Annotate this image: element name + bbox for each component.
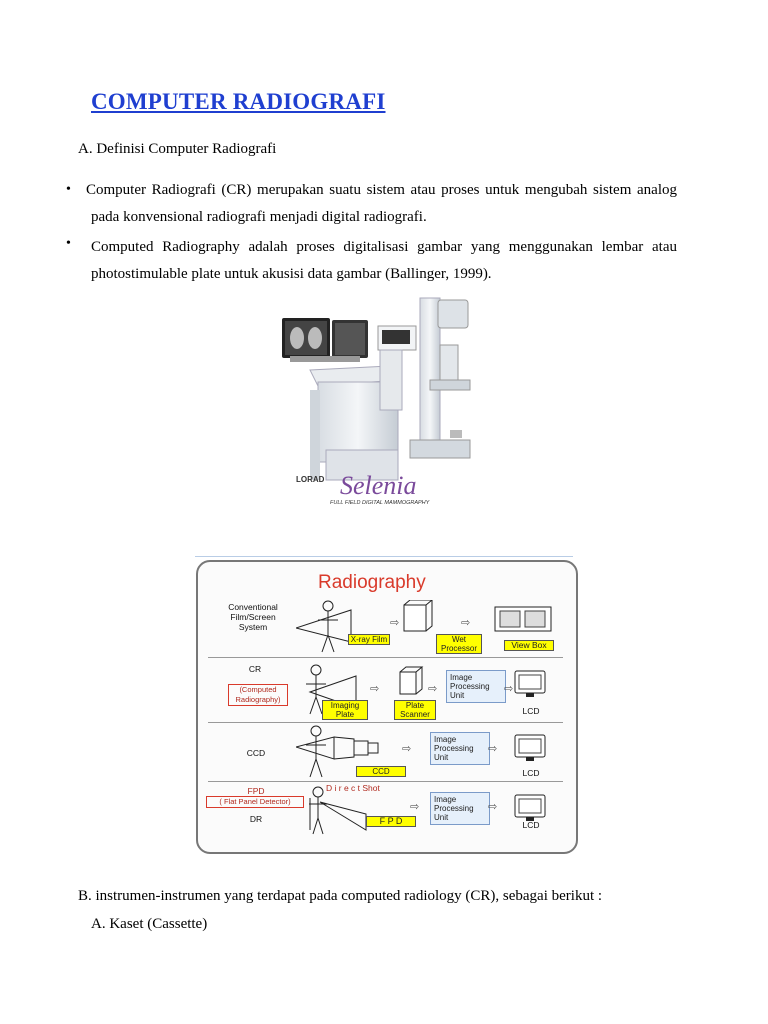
flat-panel-detector-label: ( Flat Panel Detector): [206, 796, 304, 808]
section-a-heading: A. Definisi Computer Radiografi: [78, 141, 277, 157]
lcd-monitor-icon: [514, 794, 550, 822]
bullet-1-line-2: pada konvensional radiografi menjadi digital radiografi.: [91, 209, 427, 225]
page-title: COMPUTER RADIOGRAFI: [91, 89, 386, 114]
arrow-right-icon: ⇨: [461, 616, 471, 629]
lcd-monitor-icon: [514, 670, 550, 698]
divider-line: [195, 556, 573, 557]
logo-name-text: Selenia: [340, 471, 417, 500]
plate-scanner-box: Plate Scanner: [394, 700, 436, 720]
row-label-conventional: Conventional Film/Screen System: [228, 602, 278, 632]
radiography-diagram: [196, 560, 578, 854]
arrow-right-icon: ⇨: [488, 800, 498, 813]
direct-shot-label: D i r e c t Shot: [326, 783, 380, 793]
logo-brand-text: LORAD: [296, 475, 325, 484]
x-ray-film-box: X-ray Film: [348, 634, 390, 645]
row-label-fpd: FPD: [247, 786, 265, 796]
arrow-right-icon: ⇨: [390, 616, 400, 629]
lcd-label: LCD: [522, 768, 540, 778]
view-box-box: View Box: [504, 640, 554, 651]
row-label-dr: DR: [249, 814, 263, 824]
sub-item-a: A. Kaset (Cassette): [91, 916, 208, 932]
fpd-schematic: [306, 786, 376, 836]
row-divider: [208, 657, 563, 658]
bullet-icon: •: [66, 182, 71, 197]
selenia-mammography-image: [270, 290, 500, 515]
lcd-monitor-icon: [514, 734, 550, 762]
logo-tagline-text: FULL FIELD DIGITAL MAMMOGRAPHY: [330, 500, 430, 506]
lcd-label: LCD: [522, 706, 540, 716]
ipu-box-ccd: Image Processing Unit: [430, 732, 490, 765]
row-divider: [208, 781, 563, 782]
ccd-box: CCD: [356, 766, 406, 777]
fpd-box: F P D: [366, 816, 416, 827]
arrow-right-icon: ⇨: [410, 800, 420, 813]
arrow-right-icon: ⇨: [488, 742, 498, 755]
bullet-1-line-1: Computer Radiografi (CR) merupakan suatu sistem atau proses untuk mengubah sistem analog: [86, 182, 677, 198]
computed-radiography-label: (Computed Radiography): [228, 684, 288, 706]
row-label-ccd: CCD: [246, 748, 266, 758]
bullet-2-line-1: Computed Radiography adalah proses digitalisasi gambar yang menggunakan lembar atau: [91, 239, 677, 255]
arrow-right-icon: ⇨: [504, 682, 514, 695]
row-divider: [208, 722, 563, 723]
view-box-icon: [494, 606, 554, 634]
wet-processor-box: Wet Processor: [436, 634, 482, 654]
bullet-2-line-2: photostimulable plate untuk akusisi data gambar (Ballinger, 1999).: [91, 266, 492, 282]
arrow-right-icon: ⇨: [370, 682, 380, 695]
imaging-plate-box: Imaging Plate: [322, 700, 368, 720]
row-label-cr: CR: [248, 664, 262, 674]
ipu-box-cr: Image Processing Unit: [446, 670, 506, 703]
diagram-title: Radiography: [318, 572, 426, 593]
lcd-label: LCD: [522, 820, 540, 830]
ipu-box-dr: Image Processing Unit: [430, 792, 490, 825]
section-b-heading: B. instrumen-instrumen yang terdapat pada computed radiology (CR), sebagai berikut :: [78, 888, 603, 904]
arrow-right-icon: ⇨: [402, 742, 412, 755]
bullet-icon: •: [66, 236, 71, 251]
arrow-right-icon: ⇨: [428, 682, 438, 695]
